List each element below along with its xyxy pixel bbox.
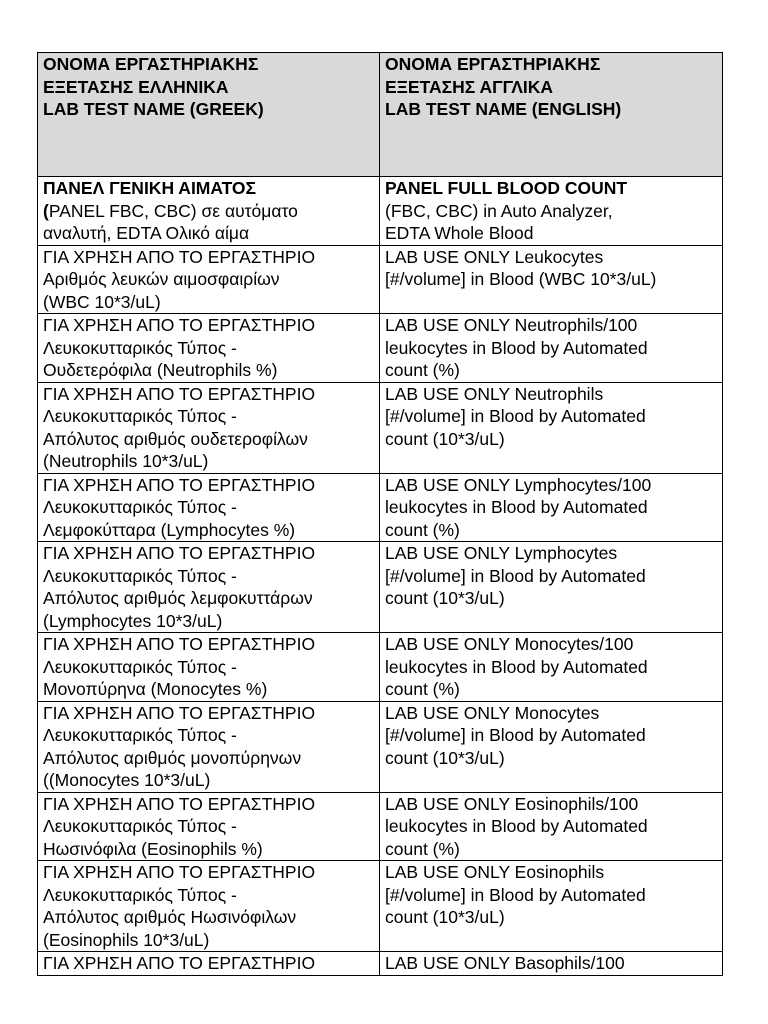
greek-name-line: ΓΙΑ ΧΡΗΣΗ ΑΠΟ ΤΟ ΕΡΓΑΣΤΗΡΙΟ bbox=[43, 702, 316, 723]
greek-name-cell bbox=[38, 633, 380, 702]
header-greek-line: ΕΞΕΤΑΣΗΣ ΕΛΛΗΝΙΚΑ bbox=[43, 76, 229, 97]
greek-name-line: Λεμφοκύτταρα (Lymphocytes %) bbox=[43, 519, 296, 540]
greek-name-line: ΓΙΑ ΧΡΗΣΗ ΑΠΟ ΤΟ ΕΡΓΑΣΤΗΡΙΟ bbox=[43, 383, 316, 404]
greek-name-line: ΓΙΑ ΧΡΗΣΗ ΑΠΟ ΤΟ ΕΡΓΑΣΤΗΡΙΟ bbox=[43, 246, 316, 267]
header-row bbox=[38, 53, 723, 177]
english-name-line: LAB USE ONLY Monocytes/100 bbox=[385, 634, 634, 654]
english-name-line: LAB USE ONLY Neutrophils bbox=[385, 383, 604, 404]
greek-name-line: Λευκοκυτταρικός Τύπος - bbox=[43, 816, 237, 836]
header-greek bbox=[38, 53, 380, 177]
greek-name-cell bbox=[38, 542, 380, 633]
greek-name-line: (Lymphocytes 10*3/uL) bbox=[43, 610, 223, 631]
english-name-line: LAB USE ONLY Lymphocytes bbox=[385, 543, 618, 563]
greek-name-line: (Neutrophils 10*3/uL) bbox=[43, 451, 209, 471]
greek-name-cell bbox=[38, 473, 380, 542]
english-name-line: leukocytes in Blood by Automated bbox=[385, 337, 648, 358]
greek-name-cell bbox=[38, 861, 380, 952]
english-name-line: count (%) bbox=[385, 838, 460, 859]
header-english-line: ΟΝΟΜΑ ΕΡΓΑΣΤΗΡΙΑΚΗΣ bbox=[385, 54, 601, 74]
english-name-cell bbox=[380, 861, 723, 952]
header-greek-line: ΟΝΟΜΑ ΕΡΓΑΣΤΗΡΙΑΚΗΣ bbox=[43, 54, 259, 74]
panel-english-line: EDTA Whole Blood bbox=[385, 223, 534, 243]
greek-name-line: ΓΙΑ ΧΡΗΣΗ ΑΠΟ ΤΟ ΕΡΓΑΣΤΗΡΙΟ bbox=[43, 474, 316, 495]
english-name-line: [#/volume] in Blood by Automated bbox=[385, 565, 646, 586]
english-name-cell bbox=[380, 633, 723, 702]
greek-name-line: Απόλυτος αριθμός λεμφοκυττάρων bbox=[43, 588, 313, 608]
table-row bbox=[38, 861, 723, 952]
greek-name-line: ΓΙΑ ΧΡΗΣΗ ΑΠΟ ΤΟ ΕΡΓΑΣΤΗΡΙΟ bbox=[43, 543, 316, 563]
greek-name-line: Ουδετερόφιλα (Neutrophils %) bbox=[43, 360, 278, 380]
panel-english-cell bbox=[380, 177, 723, 246]
table-row bbox=[38, 382, 723, 473]
english-name-cell bbox=[380, 382, 723, 473]
panel-greek-line: αναλυτή, EDTA Ολικό αίμα bbox=[43, 223, 250, 243]
table-row bbox=[38, 314, 723, 383]
greek-name-cell bbox=[38, 792, 380, 861]
greek-name-line: Λευκοκυτταρικός Τύπος - bbox=[43, 725, 237, 745]
greek-name-cell bbox=[38, 701, 380, 792]
english-name-line: count (%) bbox=[385, 519, 460, 540]
greek-name-line: Λευκοκυτταρικός Τύπος - bbox=[43, 337, 237, 358]
header-english-line: LAB TEST NAME (ENGLISH) bbox=[385, 99, 622, 119]
english-name-cell bbox=[380, 952, 723, 976]
english-name-line: LAB USE ONLY Monocytes bbox=[385, 702, 600, 723]
panel-greek-paren: ( bbox=[43, 200, 49, 221]
greek-name-cell bbox=[38, 382, 380, 473]
greek-name-line: ΓΙΑ ΧΡΗΣΗ ΑΠΟ ΤΟ ΕΡΓΑΣΤΗΡΙΟ bbox=[43, 634, 316, 654]
english-name-line: leukocytes in Blood by Automated bbox=[385, 656, 648, 677]
english-name-line: [#/volume] in Blood by Automated bbox=[385, 884, 646, 905]
table-row bbox=[38, 542, 723, 633]
table-row bbox=[38, 952, 723, 976]
greek-name-line: Μονοπύρηνα (Monocytes %) bbox=[43, 679, 268, 699]
english-name-line: LAB USE ONLY Eosinophils/100 bbox=[385, 793, 639, 814]
greek-name-line: ΓΙΑ ΧΡΗΣΗ ΑΠΟ ΤΟ ΕΡΓΑΣΤΗΡΙΟ bbox=[43, 953, 316, 973]
english-name-line: LAB USE ONLY Lymphocytes/100 bbox=[385, 474, 652, 495]
table-row bbox=[38, 792, 723, 861]
english-name-line: count (10*3/uL) bbox=[385, 588, 505, 608]
english-name-cell bbox=[380, 245, 723, 314]
english-name-cell bbox=[380, 792, 723, 861]
panel-row bbox=[38, 177, 723, 246]
english-name-cell bbox=[380, 701, 723, 792]
greek-name-line: Απόλυτος αριθμός Ηωσινόφιλων bbox=[43, 907, 297, 927]
greek-name-line: ΓΙΑ ΧΡΗΣΗ ΑΠΟ ΤΟ ΕΡΓΑΣΤΗΡΙΟ bbox=[43, 793, 316, 814]
english-name-line: count (10*3/uL) bbox=[385, 428, 505, 449]
table-row bbox=[38, 701, 723, 792]
greek-name-line: Ηωσινόφιλα (Eosinophils %) bbox=[43, 838, 263, 859]
table-row bbox=[38, 473, 723, 542]
greek-name-cell bbox=[38, 245, 380, 314]
english-name-line: count (10*3/uL) bbox=[385, 747, 505, 768]
greek-name-line: (WBC 10*3/uL) bbox=[43, 291, 161, 312]
panel-english-line: (FBC, CBC) in Auto Analyzer, bbox=[385, 200, 613, 221]
english-name-line: [#/volume] in Blood by Automated bbox=[385, 406, 646, 426]
greek-name-cell bbox=[38, 952, 380, 976]
greek-name-line: Απόλυτος αριθμός μονοπύρηνων bbox=[43, 747, 302, 768]
english-name-line: LAB USE ONLY Basophils/100 bbox=[385, 953, 625, 973]
english-name-line: count (%) bbox=[385, 679, 460, 699]
table-row bbox=[38, 633, 723, 702]
panel-english-title: PANEL FULL BLOOD COUNT bbox=[385, 178, 628, 198]
greek-name-line: ((Monocytes 10*3/uL) bbox=[43, 770, 211, 790]
english-name-line: leukocytes in Blood by Automated bbox=[385, 816, 648, 836]
greek-name-line: Λευκοκυτταρικός Τύπος - bbox=[43, 497, 237, 517]
greek-name-line: (Eosinophils 10*3/uL) bbox=[43, 929, 210, 950]
english-name-cell bbox=[380, 542, 723, 633]
greek-name-line: Αριθμός λευκών αιμοσφαιρίων bbox=[43, 269, 280, 289]
panel-greek-rest: PANEL FBC, CBC) σε αυτόματο bbox=[48, 200, 298, 221]
english-name-cell bbox=[380, 314, 723, 383]
greek-name-line: Λευκοκυτταρικός Τύπος - bbox=[43, 656, 237, 677]
table-body bbox=[38, 177, 723, 976]
lab-test-table bbox=[37, 52, 723, 976]
english-name-line: count (10*3/uL) bbox=[385, 907, 505, 927]
header-english bbox=[380, 53, 723, 177]
greek-name-line: Λευκοκυτταρικός Τύπος - bbox=[43, 565, 237, 586]
greek-name-line: Λευκοκυτταρικός Τύπος - bbox=[43, 884, 237, 905]
header-greek-line: LAB TEST NAME (GREEK) bbox=[43, 99, 264, 119]
greek-name-cell bbox=[38, 314, 380, 383]
english-name-line: LAB USE ONLY Eosinophils bbox=[385, 862, 605, 882]
english-name-line: count (%) bbox=[385, 360, 460, 380]
greek-name-line: Λευκοκυτταρικός Τύπος - bbox=[43, 406, 237, 426]
english-name-line: LAB USE ONLY Neutrophils/100 bbox=[385, 315, 638, 335]
english-name-line: leukocytes in Blood by Automated bbox=[385, 497, 648, 517]
english-name-line: [#/volume] in Blood by Automated bbox=[385, 725, 646, 745]
greek-name-line: ΓΙΑ ΧΡΗΣΗ ΑΠΟ ΤΟ ΕΡΓΑΣΤΗΡΙΟ bbox=[43, 315, 316, 335]
greek-name-line: ΓΙΑ ΧΡΗΣΗ ΑΠΟ ΤΟ ΕΡΓΑΣΤΗΡΙΟ bbox=[43, 862, 316, 882]
table-row bbox=[38, 245, 723, 314]
english-name-line: LAB USE ONLY Leukocytes bbox=[385, 246, 604, 267]
greek-name-line: Απόλυτος αριθμός ουδετεροφίλων bbox=[43, 428, 308, 449]
english-name-cell bbox=[380, 473, 723, 542]
panel-greek-title: ΠΑΝΕΛ ΓΕΝΙΚΗ ΑΙΜΑΤΟΣ bbox=[43, 178, 257, 198]
english-name-line: [#/volume] in Blood (WBC 10*3/uL) bbox=[385, 269, 657, 289]
panel-greek-cell bbox=[38, 177, 380, 246]
header-english-line: ΕΞΕΤΑΣΗΣ ΑΓΓΛΙΚΑ bbox=[385, 76, 554, 97]
